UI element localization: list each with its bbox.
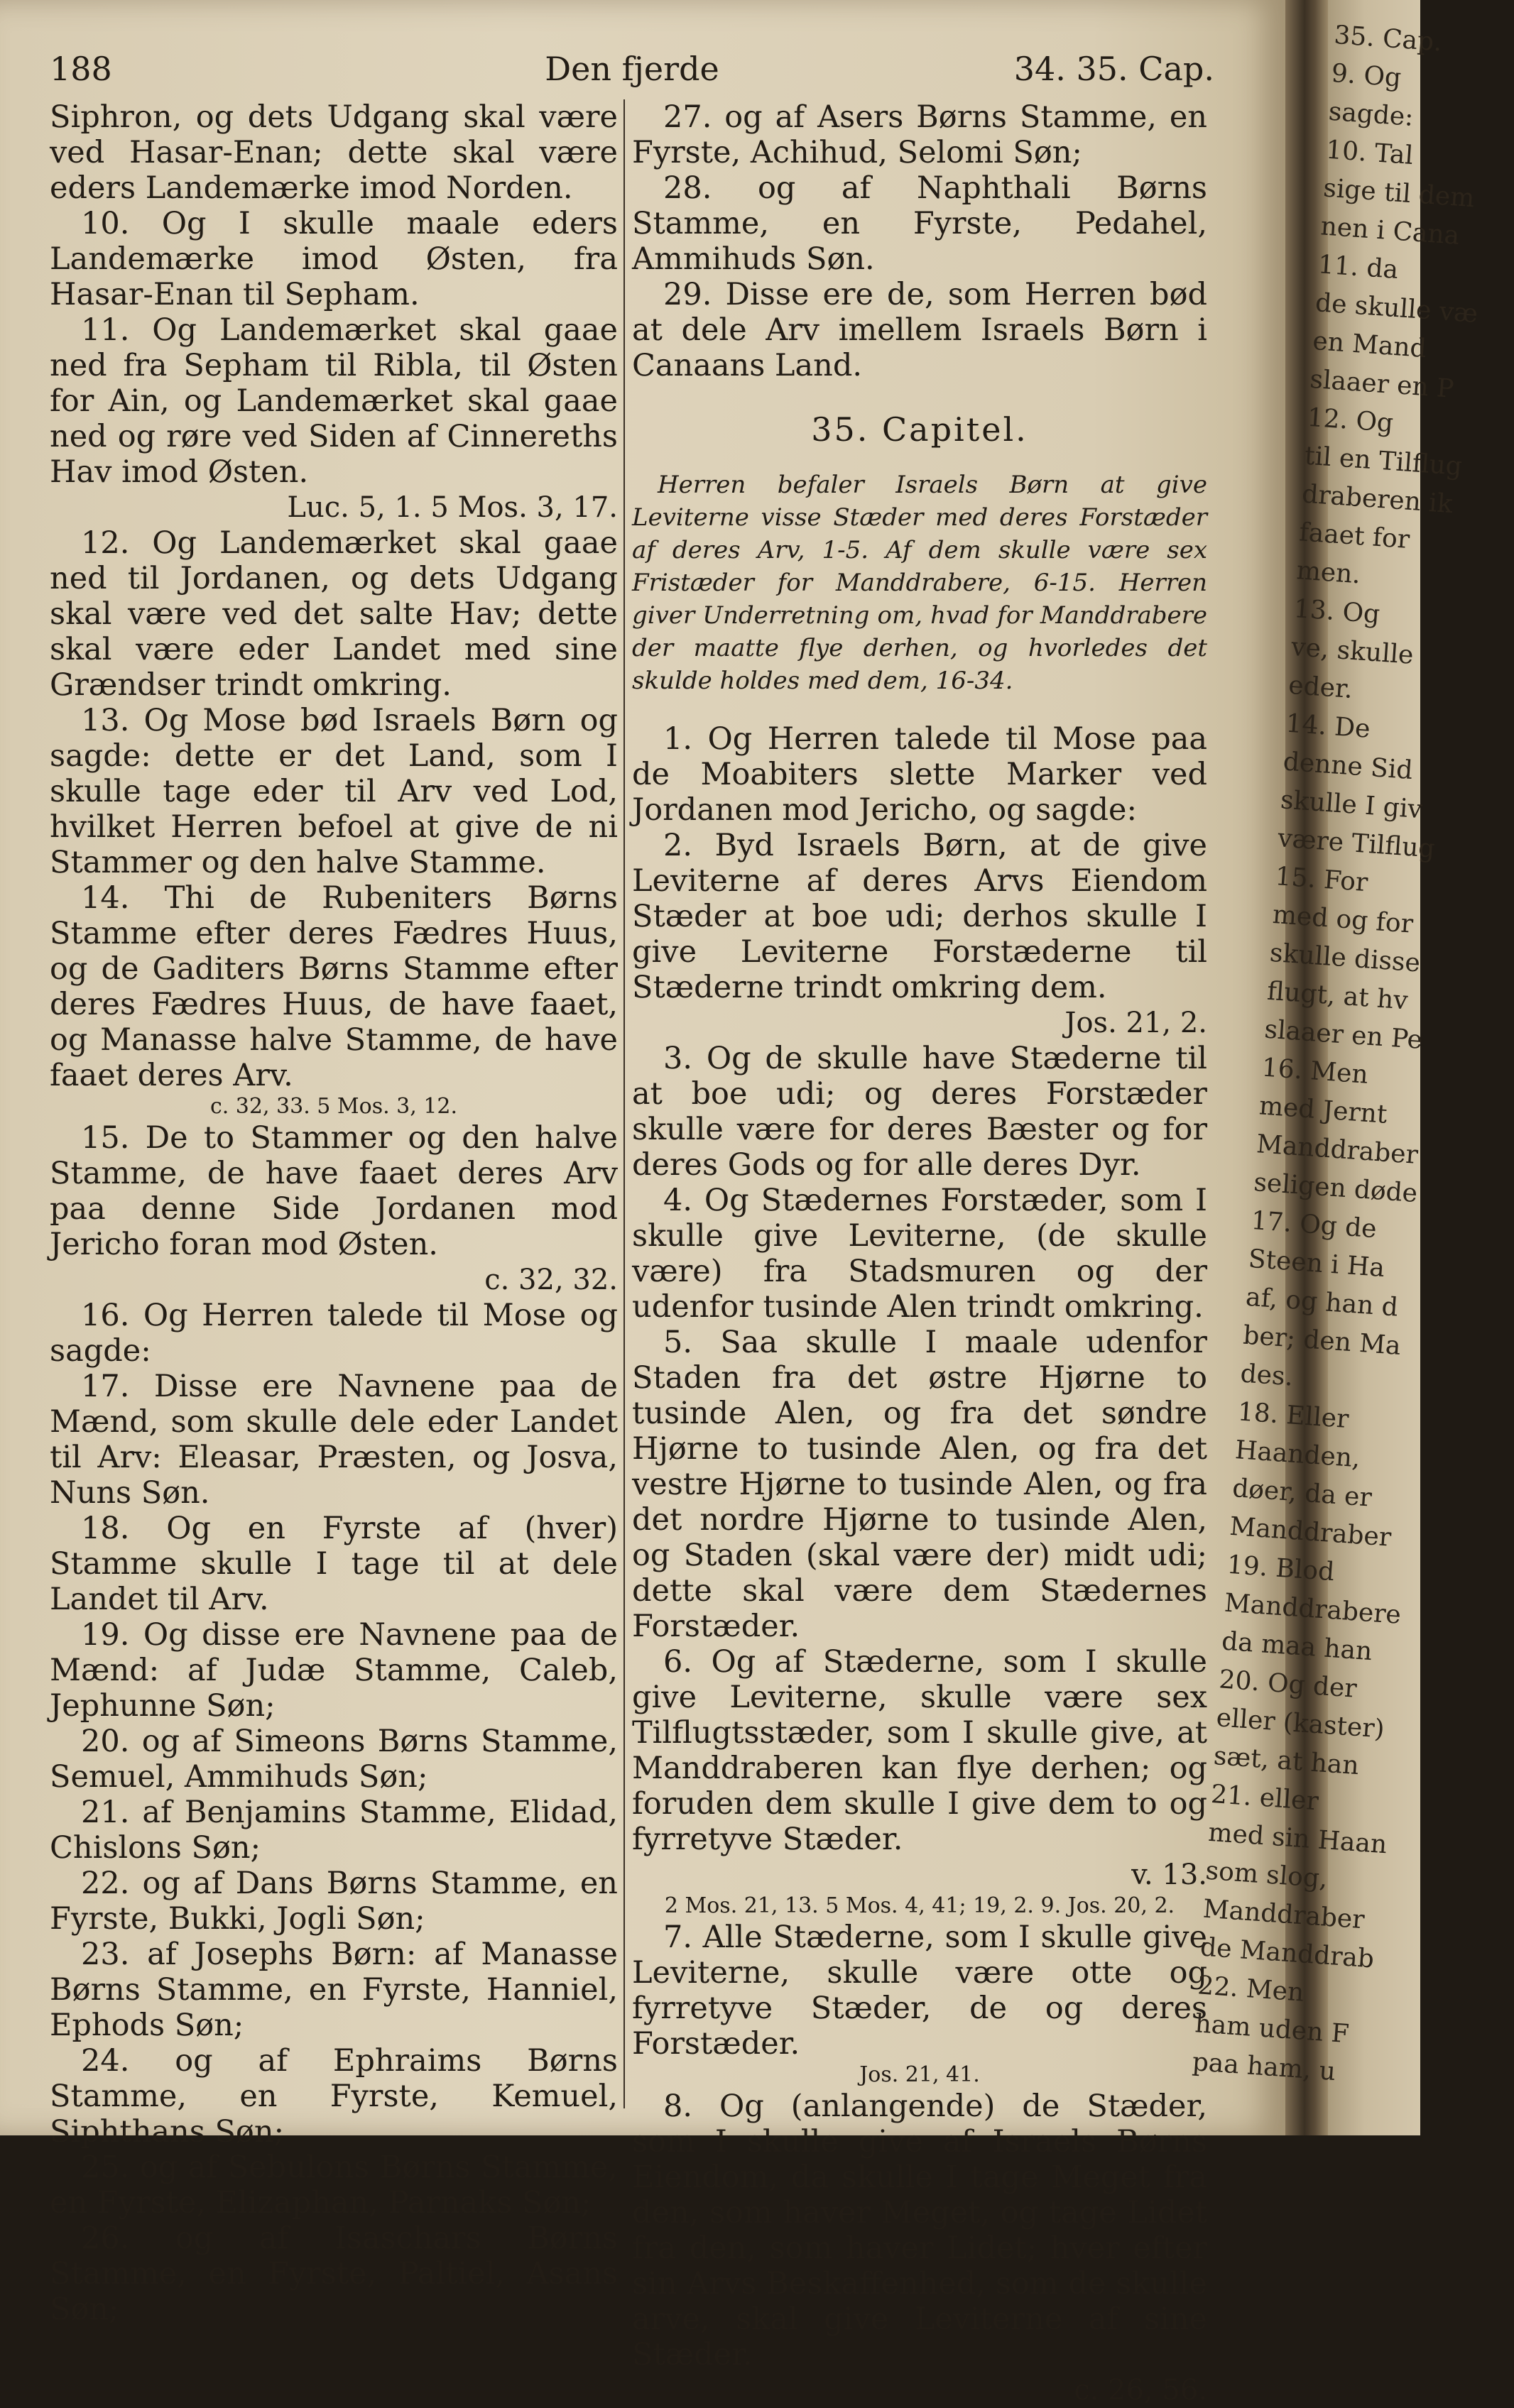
facing-page-fragment: sæt, at han xyxy=(1212,1741,1360,1781)
facing-page-fragment: eller (kaster) xyxy=(1215,1703,1385,1744)
facing-page-fragment: nen i Cana xyxy=(1319,212,1461,251)
facing-page-fragment: draberen ik xyxy=(1301,479,1454,520)
cross-reference: v. 13. xyxy=(1131,1859,1207,1891)
facing-page-fragment: 12. Og xyxy=(1306,403,1395,439)
verse: 23. af Josephs Børn: af Manasse Børns Stamme, en Fyrste, Hanniel, Ephods Søn; xyxy=(50,1937,618,2043)
facing-page-fragment: de skulle væ xyxy=(1314,288,1479,329)
verse: 22. og af Dans Børns Stamme, en Fyrste, Bukki, Jogli Søn; xyxy=(50,1866,618,1937)
facing-page-fragment: 13. Og xyxy=(1292,594,1381,630)
facing-page-fragment: ham uden F xyxy=(1194,2009,1351,2049)
facing-page-fragment: ber; den Ma xyxy=(1242,1320,1402,1361)
facing-page-fragment: 18. Eller xyxy=(1236,1397,1350,1435)
running-title: Den fjerde xyxy=(545,50,719,88)
facing-page-fragment: seligen døde xyxy=(1253,1168,1419,1209)
facing-page-fragment: som slog, xyxy=(1204,1856,1329,1894)
facing-page-fragment: sige til dem xyxy=(1322,173,1476,214)
facing-page-fragment: ve, skulle xyxy=(1290,632,1415,670)
chapter-summary: Herren befaler Israels Børn at give Leviterne visse Stæder med deres Forstæder af deres Arv, 1-5. Af dem skulle være sex Fristæder for Manddrabere, 6-15. Herren giver Underretning om, hvad for Manddrabere der maatte flye derhen, og hvorledes det skulde holdes med dem, 16-34. xyxy=(632,471,1207,695)
text-paragraph: Siphron, og dets Udgang skal være ved Hasar-Enan; dette skal være eders Landemærke imod Norden. xyxy=(50,99,618,206)
facing-page-fragment: 19. Blod xyxy=(1226,1550,1336,1587)
facing-page-fragment: 11. da xyxy=(1317,250,1400,285)
facing-page-fragment: denne Sid xyxy=(1282,747,1414,786)
verse: 8. Og (anlangende) de Stæder, som I skulle give af Israels Børns Eiendom, da skulle I tage Meget fra den, som haver Meget, og tage Lidet fra den, som haver Lidet; hver efter sin Arvs Beskaffenhed, som de skulle arve, skal give Leviterne af sine Stæder. xyxy=(632,2089,1207,2373)
facing-page-fragment: da maa han xyxy=(1221,1626,1373,1667)
verse: 18. Og en Fyrste af (hver) Stamme skulle I tage til at dele Landet til Arv. xyxy=(50,1511,618,1617)
page-header xyxy=(50,50,1214,99)
left-column xyxy=(50,99,618,2327)
cross-reference: c. 26, 56. xyxy=(1074,2374,1207,2407)
verse: 4. Og Stædernes Forstæder, som I skulle give Leviterne, (de skulle være) fra Stadsmuren og der udenfor tusinde Alen trindt omkring. xyxy=(632,1183,1207,1325)
chapter-range: 34. 35. Cap. xyxy=(1013,50,1214,88)
verse: 20. og af Simeons Børns Stamme, Semuel, Ammihuds Søn; xyxy=(50,1724,618,1795)
facing-page-fragment: des. xyxy=(1239,1359,1295,1392)
facing-page-fragment: være Tilflug xyxy=(1277,823,1436,864)
facing-page-fragment: de Manddrab xyxy=(1199,1932,1376,1974)
verse: 16. Og Herren talede til Mose og sagde: xyxy=(50,1298,618,1369)
verse: 27. og af Asers Børns Stamme, en Fyrste, Achihud, Selomi Søn; xyxy=(632,99,1207,170)
facing-page-fragment: sagde: xyxy=(1327,97,1415,132)
verse: 19. Og disse ere Navnene paa de Mænd: af Judæ Stamme, Caleb, Jephunne Søn; xyxy=(50,1617,618,1724)
facing-page-fragment: paa ham, u xyxy=(1191,2047,1337,2087)
facing-page-fragment: 22. Men xyxy=(1197,1971,1305,2008)
facing-page-fragment: Manddraber xyxy=(1202,1894,1366,1935)
verse: 1. Og Herren talede til Mose paa de Moabiters slette Marker ved Jordanen mod Jericho, og sagde: xyxy=(632,721,1207,828)
facing-page-fragment: Manddrabere xyxy=(1223,1588,1403,1630)
facing-page-fragment: 15. For xyxy=(1274,862,1369,898)
verse: 15. De to Stammer og den halve Stamme, de have faaet deres Arv paa denne Side Jordanen mod Jericho foran mod Østen. xyxy=(50,1120,618,1262)
facing-page-fragment: Haanden, xyxy=(1233,1435,1361,1474)
facing-page xyxy=(1191,0,1479,2135)
cross-reference: c. 32, 32. xyxy=(484,1264,618,1296)
verse: 14. Thi de Rubeniters Børns Stamme efter deres Fædres Huus, og de Gaditers Børns Stamme efter deres Fædres Huus, de have faaet, og Manasse halve Stamme, de have faaet deres Arv. xyxy=(50,880,618,1093)
column-divider xyxy=(623,99,625,2108)
verse: 3. Og de skulle have Stæderne til at boe udi; og deres Forstæder skulle være for deres Bæster og for deres Gods og for alle deres Dyr. xyxy=(632,1041,1207,1183)
verse: 13. Og Mose bød Israels Børn og sagde: dette er det Land, som I skulle tage eder til Arv ved Lod, hvilket Herren befoel at give de ni Stammer og den halve Stamme. xyxy=(50,703,618,880)
facing-page-fragment: 16. Men xyxy=(1260,1053,1370,1090)
verse: 12. Og Landemærket skal gaae ned til Jordanen, og dets Udgang skal være ved det salte Hav; dette skal være eder Landet med sine Grændser trindt omkring. xyxy=(50,525,618,703)
verse: 6. Og af Stæderne, som I skulle give Leviterne, skulle være sex Tilflugtsstæder, som I skulle give, at Manddraberen kan flye derhen; og foruden dem skulle I give dem to og fyrretyve Stæder. xyxy=(632,1644,1207,1857)
verse: 5. Saa skulle I maale udenfor Staden fra det østre Hjørne to tusinde Alen, og fra det søndre Hjørne to tusinde Alen, og fra det vestre Hjørne to tusinde Alen, og fra det nordre Hjørne to tusinde Alen, og Staden (skal være der) midt udi; dette skal være dem Stædernes Forstæder. xyxy=(632,1325,1207,1644)
verse: 28. og af Naphthali Børns Stamme, en Fyrste, Pedahel, Ammihuds Søn. xyxy=(632,170,1207,277)
footnote-reference: c. 32, 33. 5 Mos. 3, 12. xyxy=(209,1094,458,1119)
facing-page-fragment: 17. Og de xyxy=(1250,1205,1378,1244)
facing-page-fragment: slaaer en Pe xyxy=(1263,1014,1424,1056)
footnote-reference: Jos. 21, 41. xyxy=(859,2062,980,2087)
facing-page-fragment: med Jernt xyxy=(1258,1091,1388,1129)
facing-page-fragment: skulle I giv xyxy=(1279,785,1424,825)
facing-page-fragment: 21. eller xyxy=(1209,1779,1319,1817)
facing-page-fragment: 10. Tal xyxy=(1324,135,1415,171)
facing-page-fragment: Steen i Ha xyxy=(1247,1244,1386,1284)
footnote-reference: 2 Mos. 21, 13. 5 Mos. 4, 41; 19, 2. 9. Jos. 20, 2. xyxy=(664,1893,1175,1918)
verse: 29. Disse ere de, som Herren bød at dele Arv imellem Israels Børn i Canaans Land. xyxy=(632,277,1207,383)
facing-page-fragment: døer, da er xyxy=(1231,1474,1373,1513)
facing-page-fragment: til en Tilflug xyxy=(1303,441,1464,481)
verse: 17. Disse ere Navnene paa de Mænd, som skulle dele eder Landet til Arv: Eleasar, Præsten, og Josva, Nuns Søn. xyxy=(50,1369,618,1511)
facing-page-fragment: eder. xyxy=(1287,670,1354,704)
facing-page-fragment: skulle disse xyxy=(1268,938,1422,978)
cross-reference: Jos. 21, 2. xyxy=(1064,1007,1207,1039)
facing-page-fragment: en Mand xyxy=(1312,326,1428,364)
verse: 2. Byd Israels Børn, at de give Leviterne af deres Arvs Eiendom Stæder at boe udi; derhos skulle I give Leviterne Forstæderne til Stæderne trindt omkring dem. xyxy=(632,828,1207,1005)
facing-page-fragment: 20. Og der xyxy=(1218,1665,1358,1704)
verse: 11. Og Landemærket skal gaae ned fra Sepham til Ribla, til Østen for Ain, og Landemærket skal gaae ned og røre ved Siden af Cinnereths Hav imod Østen. xyxy=(50,312,618,490)
facing-page-fragment: med og for xyxy=(1271,899,1415,939)
facing-page-fragment: flugt, at hv xyxy=(1266,976,1409,1016)
verse: 25. og af Sebulons Børns Stamme, en Fyrste, Elizaphan, Parnaks Søn; xyxy=(50,2150,618,2221)
verse: 26. og af Isaschars Børns Stamme, en Fyrste, Paltiel, Asans Søn; xyxy=(50,2221,618,2327)
facing-page-fragment: med sin Haan xyxy=(1207,1817,1388,1860)
right-column xyxy=(632,99,1207,2408)
facing-page-fragment: Manddraber xyxy=(1229,1511,1393,1553)
verse: 10. Og I skulle maale eders Landemærke imod Østen, fra Hasar-Enan til Sepham. xyxy=(50,206,618,312)
verse: 7. Alle Stæderne, som I skulle give Leviterne, skulle være otte og fyrretyve Stæder, de og deres Forstæder. xyxy=(632,1920,1207,2062)
facing-page-fragment: 9. Og xyxy=(1330,58,1403,93)
chapter-heading: 35. Capitel. xyxy=(811,410,1028,449)
facing-page-fragment: 35. Cap. xyxy=(1333,21,1443,58)
page-number: 188 xyxy=(50,50,112,88)
facing-page-fragment: Manddraber xyxy=(1255,1129,1420,1170)
facing-page-fragment: faaet for xyxy=(1298,518,1411,555)
verse: 21. af Benjamins Stamme, Elidad, Chislons Søn; xyxy=(50,1795,618,1866)
facing-page-fragment: 14. De xyxy=(1285,708,1371,744)
facing-page-fragment: af, og han d xyxy=(1244,1282,1400,1323)
cross-reference: Luc. 5, 1. 5 Mos. 3, 17. xyxy=(287,491,618,524)
facing-page-fragment: men. xyxy=(1295,556,1362,590)
facing-page-fragment: slaaer en P xyxy=(1309,364,1455,404)
verse: 24. og af Ephraims Børns Stamme, en Fyrste, Kemuel, Siphthans Søn; xyxy=(50,2043,618,2150)
